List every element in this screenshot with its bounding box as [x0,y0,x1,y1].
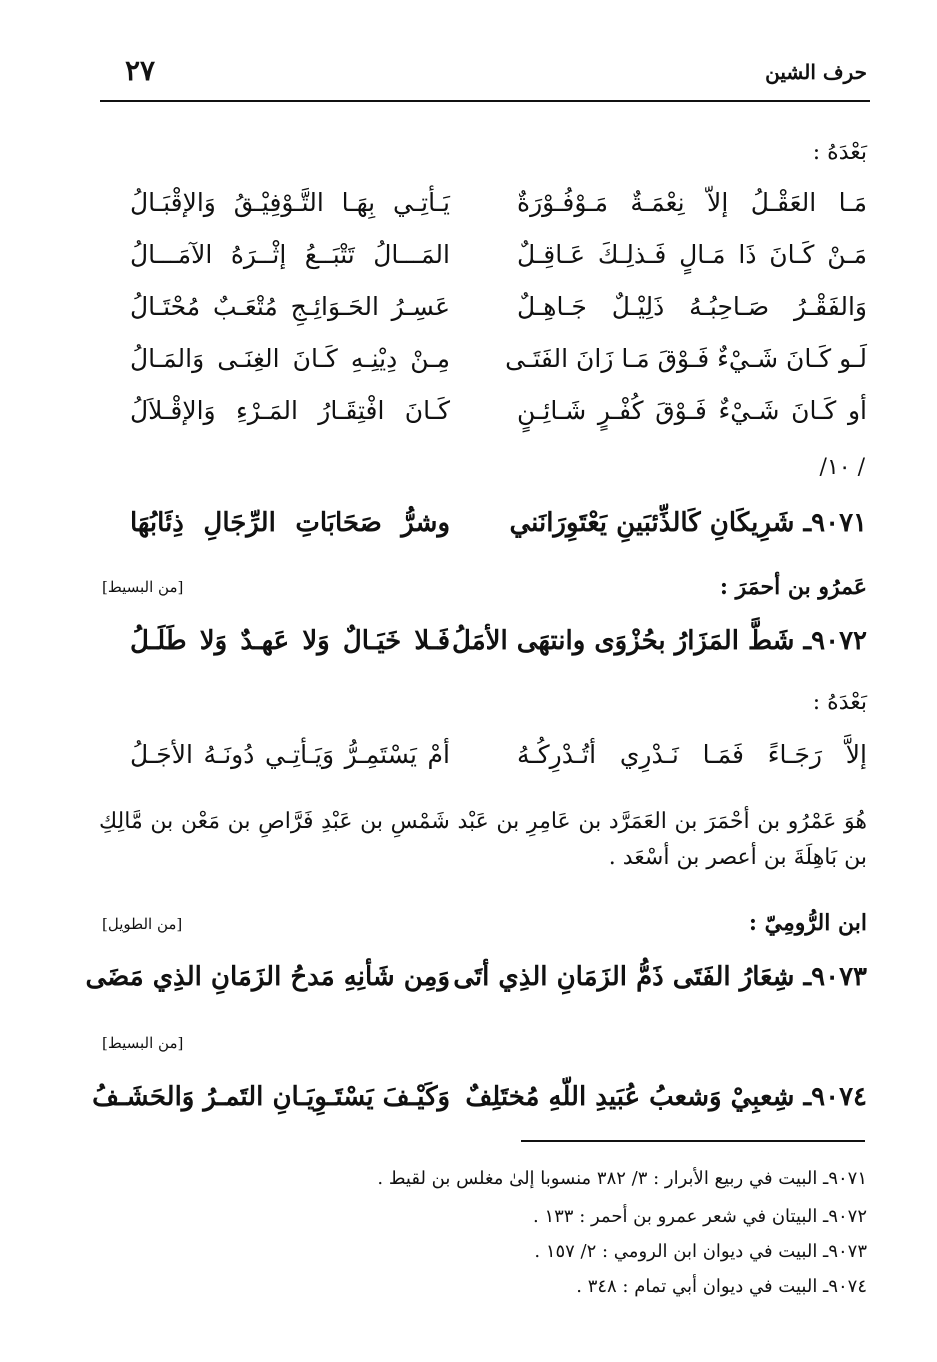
verse-hemistich-left: يَـأتِـي بِهَـا التَّـوْفِيْـقُ وَالإقْبَـالُ [130,188,450,217]
reference-marker: / ١٠/ [819,455,865,480]
verse-9073-right: ٩٠٧٣ـ شِعَارُ الفَتَى ذَمُّ الزَمَانِ الذِي أتَى [453,962,867,992]
verse-9074-right: ٩٠٧٤ـ شِعبِيْ وَشعبُ عُبَيدِ اللّهِ مُختَلِفٌ [465,1082,867,1112]
verse-9074-left: وَكَيْـفَ يَسْتَـوِيَـانِ التَمـرُ وَالحَشَـفُ [92,1082,450,1112]
verse-hemistich-left: المَـــالُ تَتْبَــعُ إثْــرَهُ الآمَـــالُ [130,240,450,269]
verse-9072-left: فَـلا خَيَـالٌ وَلا عَهـدٌ وَلا طَلَـلُ [130,626,450,656]
verse-9072-right: ٩٠٧٢ـ شَطَّ المَزَارُ بحُزْوَى وانتهَى الأمَلُ [452,626,867,656]
verse-hemistich-right: لَـو كَـانَ شَـيْءٌ فَـوْقَ مَـا زَانَ الفَتَـى [505,344,867,373]
verse-hemistich-left: كَـانَ افْتِقَـارُ المَـرْءِ وَالإقْـلاَلُ [130,396,450,425]
verse-hemistich-left: مِـنْ دِيْنِـهِ كَـانَ الغِنَـى وَالمَـالُ [130,344,450,373]
meter-label: [من البسيط] [102,1034,184,1052]
page-number: ٢٧ [125,54,156,87]
footnote-9072: ٩٠٧٢ـ البيتان في شعر عمرو بن أحمر : ١٣٣ . [533,1206,867,1227]
footnote-9074: ٩٠٧٤ـ البيت في ديوان أبي تمام : ٣٤٨ . [576,1276,867,1297]
footnote-divider [521,1140,865,1142]
verse-hemistich-right: مَـا العَقْـلُ إلاّ نِعْمَـةٌ مَـوْفُـوْرَةٌ [517,188,867,217]
verse-hemistich-left: عَسِـرُ الحَـوَائِـجِ مُتْعَـبٌ مُحْتَـالُ [130,292,450,321]
meter-label: [من البسيط] [102,578,184,596]
header-divider [100,100,870,102]
intro-label: بَعْدَهُ : [812,690,867,715]
meter-label: [من الطويل] [102,915,183,933]
intro-label: بَعْدَهُ : [812,140,867,165]
verse-9073-left: وَمِن شَأنِهِ مَدحُ الزَمَانِ الذِي مَضَى [85,962,450,992]
verse-hemistich-right: أو كَـانَ شَـيْءٌ فَـوْقَ كُفْـرٍ شَـائِـنٍ [517,396,867,425]
footnote-9071: ٩٠٧١ـ البيت في ربيع الأبرار : ٣/ ٣٨٢ منسوبا إلىٰ مغلس بن لقيط . [377,1168,867,1189]
poet-name: ابن الرُّومِيّ : [748,910,867,936]
verse-hemistich-right: إلاَّ رَجَـاءً فَمَـا نَـدْرِي أتُـدْرِكُـهُ [517,740,867,769]
verse-9071-left: وشرُّ صَحَابَاتِ الرِّجَالِ ذِئَابُهَا [130,508,450,538]
poet-name: عَمرُو بن أحمَرَ : [719,574,867,600]
verse-hemistich-right: مَـنْ كَـانَ ذَا مَـالٍ فَـذلِـكَ عَـاقِـلٌ [517,240,867,269]
verse-hemistich-right: وَالفَقْـرُ صَـاحِبُـهُ ذَلِيْـلٌ جَـاهِـلٌ [517,292,867,321]
footnote-9073: ٩٠٧٣ـ البيت في ديوان ابن الرومي : ٢/ ١٥٧ . [534,1241,867,1262]
verse-hemistich-left: أمْ يَسْتَمِـرُّ وَيَـأتِـي دُونَـهُ الأجَـلُ [130,740,450,769]
verse-9071-right: ٩٠٧١ـ شَرِيكَانِ كَالذِّئبَينِ يَعْتَوِرَانَني [509,508,867,538]
chapter-title: حرف الشين [765,60,867,84]
poet-biography: هُوَ عَمْرُو بن أحْمَرَ بن العَمَرَّد بن عَامِرِ بن عَبْد شَمْسِ بن عَبْدِ فَرَّاصِ بن مَعْن بن مَّالِكِ بن بَاهِلَةَ بن أعصر بن أسْعَد . [99,809,867,870]
